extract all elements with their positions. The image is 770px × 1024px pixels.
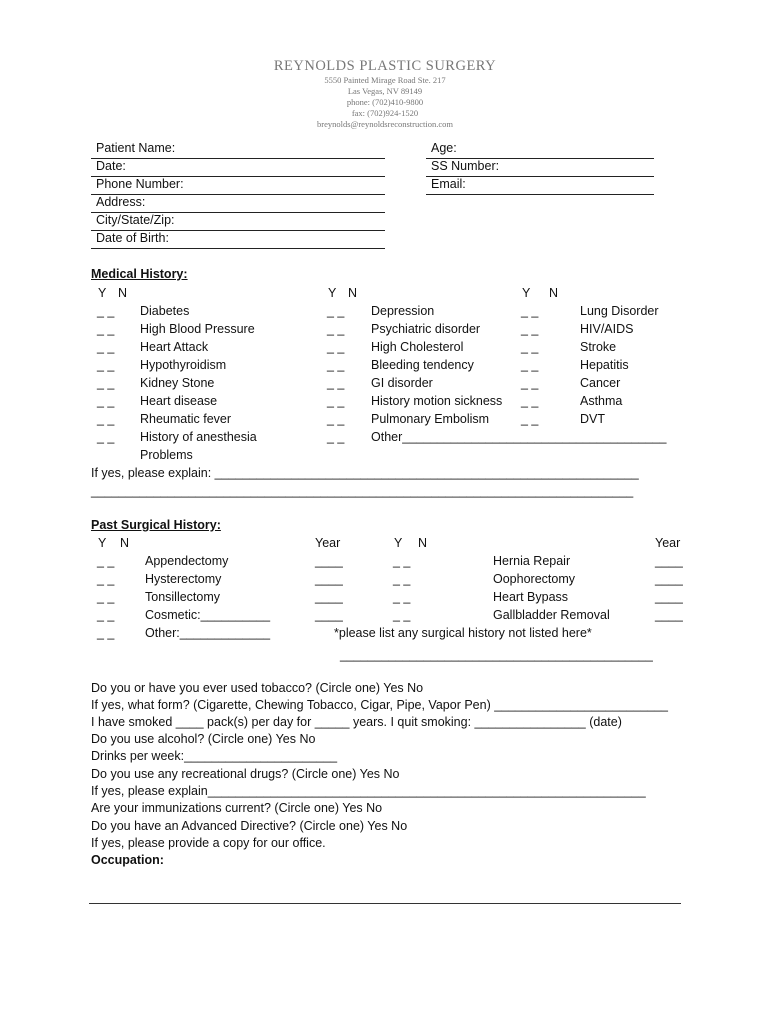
condition-gi-disorder: GI disorder — [371, 376, 433, 390]
medical-explain-line-2[interactable]: ______________________________________________________________________________ — [91, 484, 634, 498]
condition-cancer: Cancer — [580, 376, 621, 390]
yn-blanks[interactable]: _ _ — [393, 590, 411, 604]
yn-blanks[interactable]: _ _ — [97, 412, 115, 426]
condition-hypothyroidism: Hypothyroidism — [140, 358, 227, 372]
surg-col2-year-header: Year — [655, 536, 681, 550]
surgery-tonsillectomy: Tonsillectomy — [145, 590, 221, 604]
condition-heart-attack: Heart Attack — [140, 340, 209, 354]
condition-rheumatic-fever: Rheumatic fever — [140, 412, 232, 426]
question-tobacco[interactable]: Do you or have you ever used tobacco? (Circle one) Yes No — [91, 681, 424, 695]
practice-name: REYNOLDS PLASTIC SURGERY — [273, 58, 497, 74]
yn-blanks[interactable]: _ _ — [521, 340, 539, 354]
phone-number-field[interactable] — [91, 177, 385, 195]
practice-address-2: Las Vegas, NV 89149 — [347, 86, 423, 96]
condition-pulmonary-embolism: Pulmonary Embolism — [371, 412, 490, 426]
surgery-cosmetic[interactable]: Cosmetic:__________ — [145, 608, 271, 622]
condition-history-of-anesthesia: History of anesthesia — [140, 430, 257, 444]
practice-email: breynolds@reynoldsreconstruction.com — [316, 119, 453, 129]
surgery-appendectomy: Appendectomy — [145, 554, 229, 568]
occupation-label: Occupation: — [91, 853, 164, 867]
patient-name-label: Patient Name: — [96, 141, 176, 155]
address-label: Address: — [96, 195, 146, 209]
question-advanced-directive[interactable]: Do you have an Advanced Directive? (Circle one) Yes No — [91, 819, 408, 833]
yn-blanks[interactable]: _ _ — [393, 554, 411, 568]
year-blank[interactable]: ____ — [315, 554, 343, 568]
condition-high-blood-pressure: High Blood Pressure — [140, 322, 255, 336]
condition-psychiatric-disorder: Psychiatric disorder — [371, 322, 481, 336]
yn-blanks[interactable]: _ _ — [97, 376, 115, 390]
year-blank[interactable]: ____ — [655, 554, 683, 568]
yn-blanks[interactable]: _ _ — [97, 430, 115, 444]
practice-address-1: 5550 Painted Mirage Road Ste. 217 — [324, 75, 446, 85]
yn-blanks[interactable]: _ _ — [521, 358, 539, 372]
yn-blanks[interactable]: _ _ — [521, 412, 539, 426]
yn-blanks[interactable]: _ _ — [327, 340, 345, 354]
city-state-zip-label: City/State/Zip: — [96, 213, 175, 227]
question-directive-copy: If yes, please provide a copy for our office. — [91, 836, 326, 850]
med-col3-y-header: Y — [522, 286, 531, 300]
email-field[interactable] — [426, 177, 654, 195]
yn-blanks[interactable]: _ _ — [327, 322, 345, 336]
yn-blanks[interactable]: _ _ — [521, 394, 539, 408]
question-drinks-per-week[interactable]: Drinks per week:______________________ — [91, 749, 338, 763]
condition-hepatitis: Hepatitis — [580, 358, 629, 372]
date-label: Date: — [96, 159, 126, 173]
question-smoking-amount[interactable]: I have smoked ____ pack(s) per day for _____ years. I quit smoking: ________________ (date) — [91, 715, 622, 729]
condition-lung-disorder: Lung Disorder — [580, 304, 659, 318]
year-blank[interactable]: ____ — [655, 590, 683, 604]
condition-kidney-stone: Kidney Stone — [140, 376, 215, 390]
surgery-other[interactable]: Other:_____________ — [145, 626, 271, 640]
yn-blanks[interactable]: _ _ — [521, 304, 539, 318]
year-blank[interactable]: ____ — [315, 572, 343, 586]
question-drugs-explain[interactable]: If yes, please explain_______________________________________________________________ — [91, 784, 646, 798]
yn-blanks[interactable]: _ _ — [97, 340, 115, 354]
yn-blanks[interactable]: _ _ — [393, 572, 411, 586]
year-blank[interactable]: ____ — [655, 608, 683, 622]
age-field[interactable] — [426, 141, 654, 159]
condition-asthma: Asthma — [580, 394, 623, 408]
ss-number-field[interactable] — [426, 159, 654, 177]
med-col3-n-header: N — [549, 286, 559, 300]
phone-number-label: Phone Number: — [96, 177, 184, 191]
question-drugs[interactable]: Do you use any recreational drugs? (Circle one) Yes No — [91, 767, 400, 781]
surg-col1-n-header: N — [120, 536, 130, 550]
practice-fax: fax: (702)924-1520 — [351, 108, 419, 118]
year-blank[interactable]: ____ — [655, 572, 683, 586]
yn-blanks[interactable]: _ _ — [521, 322, 539, 336]
condition-anesthesia-problems: Problems — [140, 448, 193, 462]
yn-blanks[interactable]: _ _ — [97, 590, 115, 604]
question-alcohol[interactable]: Do you use alcohol? (Circle one) Yes No — [91, 732, 316, 746]
year-blank[interactable]: ____ — [315, 608, 343, 622]
condition-depression: Depression — [371, 304, 435, 318]
surgery-hernia-repair: Hernia Repair — [493, 554, 571, 568]
surgical-history-title: Past Surgical History: — [91, 518, 221, 532]
med-col1-y-header: Y — [98, 286, 107, 300]
condition-bleeding-tendency: Bleeding tendency — [371, 358, 474, 372]
surg-col2-n-header: N — [418, 536, 428, 550]
surgical-note: *please list any surgical history not listed here* — [334, 626, 592, 640]
med-col2-n-header: N — [348, 286, 358, 300]
yn-blanks[interactable]: _ _ — [97, 322, 115, 336]
surg-col1-y-header: Y — [98, 536, 107, 550]
date-of-birth-label: Date of Birth: — [96, 231, 169, 245]
surgery-gallbladder-removal: Gallbladder Removal — [493, 608, 610, 622]
yn-blanks[interactable]: _ _ — [327, 430, 345, 444]
ss-number-label: SS Number: — [431, 159, 500, 173]
yn-blanks[interactable]: _ _ — [97, 394, 115, 408]
yn-blanks[interactable]: _ _ — [97, 304, 115, 318]
condition-other[interactable]: Other______________________________________ — [371, 430, 667, 444]
address-field[interactable] — [91, 195, 385, 213]
age-label: Age: — [431, 141, 457, 155]
condition-motion-sickness: History motion sickness — [371, 394, 503, 408]
yn-blanks[interactable]: _ _ — [97, 572, 115, 586]
med-col1-n-header: N — [118, 286, 128, 300]
city-state-zip-field[interactable] — [91, 213, 385, 231]
question-tobacco-form[interactable]: If yes, what form? (Cigarette, Chewing Tobacco, Cigar, Pipe, Vapor Pen) _________________________ — [91, 698, 669, 712]
year-blank[interactable]: ____ — [315, 590, 343, 604]
medical-explain-field[interactable]: If yes, please explain: _____________________________________________________________ — [91, 466, 639, 480]
yn-blanks[interactable]: _ _ — [97, 554, 115, 568]
surgery-hysterectomy: Hysterectomy — [145, 572, 222, 586]
medical-history-title: Medical History: — [91, 267, 188, 281]
yn-blanks[interactable]: _ _ — [521, 376, 539, 390]
practice-phone: phone: (702)410-9800 — [346, 97, 424, 107]
surg-col2-y-header: Y — [394, 536, 403, 550]
yn-blanks[interactable]: _ _ — [327, 394, 345, 408]
med-col2-y-header: Y — [328, 286, 337, 300]
surgery-heart-bypass: Heart Bypass — [493, 590, 569, 604]
date-field[interactable] — [91, 159, 385, 177]
yn-blanks[interactable]: _ _ — [327, 376, 345, 390]
yn-blanks[interactable]: _ _ — [97, 358, 115, 372]
yn-blanks[interactable]: _ _ — [327, 358, 345, 372]
surg-col1-year-header: Year — [315, 536, 341, 550]
surgery-oophorectomy: Oophorectomy — [493, 572, 575, 586]
condition-heart-disease: Heart disease — [140, 394, 218, 408]
yn-blanks[interactable]: _ _ — [97, 626, 115, 640]
yn-blanks[interactable]: _ _ — [393, 608, 411, 622]
question-immunizations[interactable]: Are your immunizations current? (Circle one) Yes No — [91, 801, 383, 815]
occupation-line[interactable] — [89, 903, 681, 904]
yn-blanks[interactable]: _ _ — [327, 304, 345, 318]
condition-high-cholesterol: High Cholesterol — [371, 340, 464, 354]
patient-name-field[interactable] — [91, 141, 385, 159]
date-of-birth-field[interactable] — [91, 231, 385, 249]
yn-blanks[interactable]: _ _ — [327, 412, 345, 426]
email-label: Email: — [431, 177, 466, 191]
condition-hiv-aids: HIV/AIDS — [580, 322, 634, 336]
yn-blanks[interactable]: _ _ — [97, 608, 115, 622]
surgical-note-line[interactable]: _____________________________________________ — [340, 648, 653, 662]
condition-dvt: DVT — [580, 412, 605, 426]
condition-diabetes: Diabetes — [140, 304, 190, 318]
condition-stroke: Stroke — [580, 340, 617, 354]
